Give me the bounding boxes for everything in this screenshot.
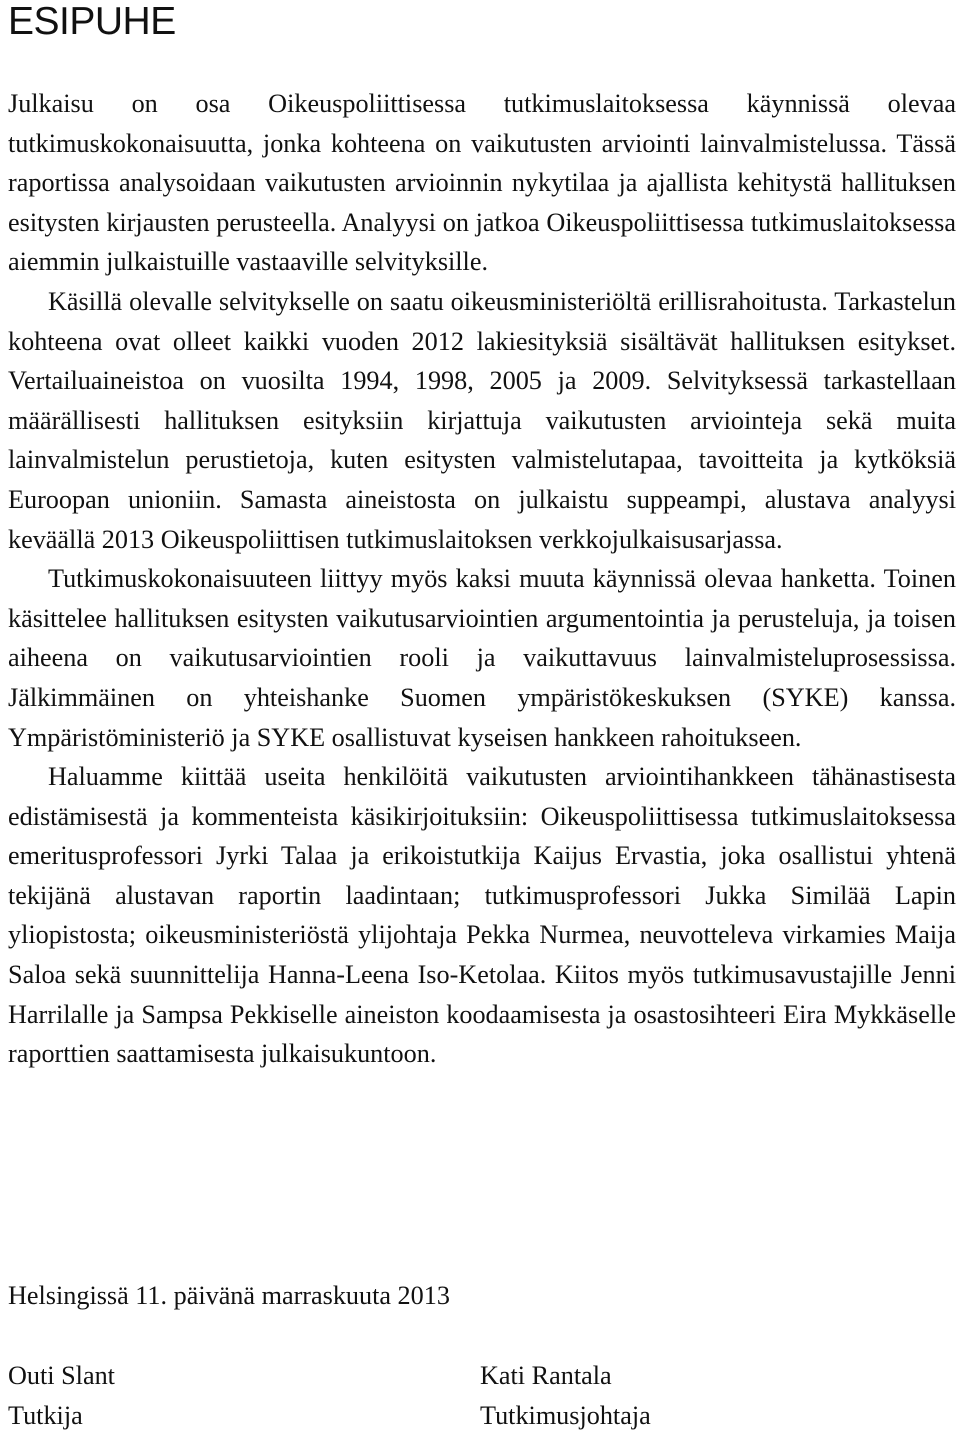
signature-title: Tutkimusjohtaja [480,1400,651,1430]
paragraph-funding: Käsillä olevalle selvitykselle on saatu oikeusministeriöltä erillisrahoitusta. Tarkastelun kohteena ovat olleet kaikki vuoden 2012 lakiesityksiä sisältävät hallituksen esitykset. Vertailuaineistoa on vuosilta 1994, 1998, 2005 ja 2009. Selvityksessä tarkastellaan määrällisesti hallituksen esityksiin kirjattuja vaikutusten arviointeja sekä muita lainvalmistelun perustietoja, kuten esitysten valmistelutapaa, tavoitteita ja kytköksiä Euroopan unioniin. Samasta aineistosta on julkaistu suppeampi, alustava analyysi keväällä 2013 Oikeuspoliittisen tutkimuslaitoksen verkkojulkaisusarjassa. [8,286,956,554]
paragraph-related-projects: Tutkimuskokonaisuuteen liittyy myös kaksi muuta käynnissä olevaa hanketta. Toinen käsittelee hallituksen esitysten vaikutusarviointien argumentointia ja perusteluja, ja toisen aiheena on vaikutusarviointien rooli ja vaikuttavuus lainvalmisteluprosessissa. Jälkimmäinen on yhteishanke Suomen ympäristökeskuksen (SYKE) kanssa. Ympäristöministeriö ja SYKE osallistuvat kyseisen hankkeen rahoitukseen. [8,564,956,752]
signature-name: Outi Slant [8,1361,115,1390]
preface-body [8,84,956,1074]
signature-author [8,1356,115,1435]
page-title: ESIPUHE [8,0,176,43]
signature-title: Tutkija [8,1400,83,1430]
signature-director [480,1356,651,1435]
paragraph-intro: Julkaisu on osa Oikeuspoliittisessa tutkimuslaitoksessa käynnissä olevaa tutkimuskokonaisuutta, jonka kohteena on vaikutusten arviointi lainvalmistelussa. Tässä raportissa analysoidaan vaikutusten arvioinnin nykytilaa ja ajallista kehitystä hallituksen esitysten kirjausten perusteella. Analyysi on jatkoa Oikeuspoliittisessa tutkimuslaitoksessa aiemmin julkaistuille vastaaville selvityksille. [8,89,956,277]
signature-name: Kati Rantala [480,1361,612,1390]
paragraph-acknowledgements: Haluamme kiittää useita henkilöitä vaikutusten arviointihankkeen tähänastisesta edistämisestä ja kommenteista käsikirjoituksiin: Oikeuspoliittisessa tutkimuslaitoksessa emeritusprofessori Jyrki Talaa ja erikoistutkija Kaijus Ervastia, joka osallistui yhtenä tekijänä alustavan raportin laadintaan; tutkimusprofessori Jukka Similää Lapin yliopistosta; oikeusministeriöstä ylijohtaja Pekka Nurmea, neuvotteleva virkamies Maija Saloa sekä suunnittelija Hanna-Leena Iso-Ketolaa. Kiitos myös tutkimusavustajille Jenni Harrilalle ja Sampsa Pekkiselle aineiston koodaamisesta ja osastosihteeri Eira Mykkäselle raporttien saattamisesta julkaisukuntoon. [8,762,956,1069]
place-date: Helsingissä 11. päivänä marraskuuta 2013 [8,1281,450,1310]
